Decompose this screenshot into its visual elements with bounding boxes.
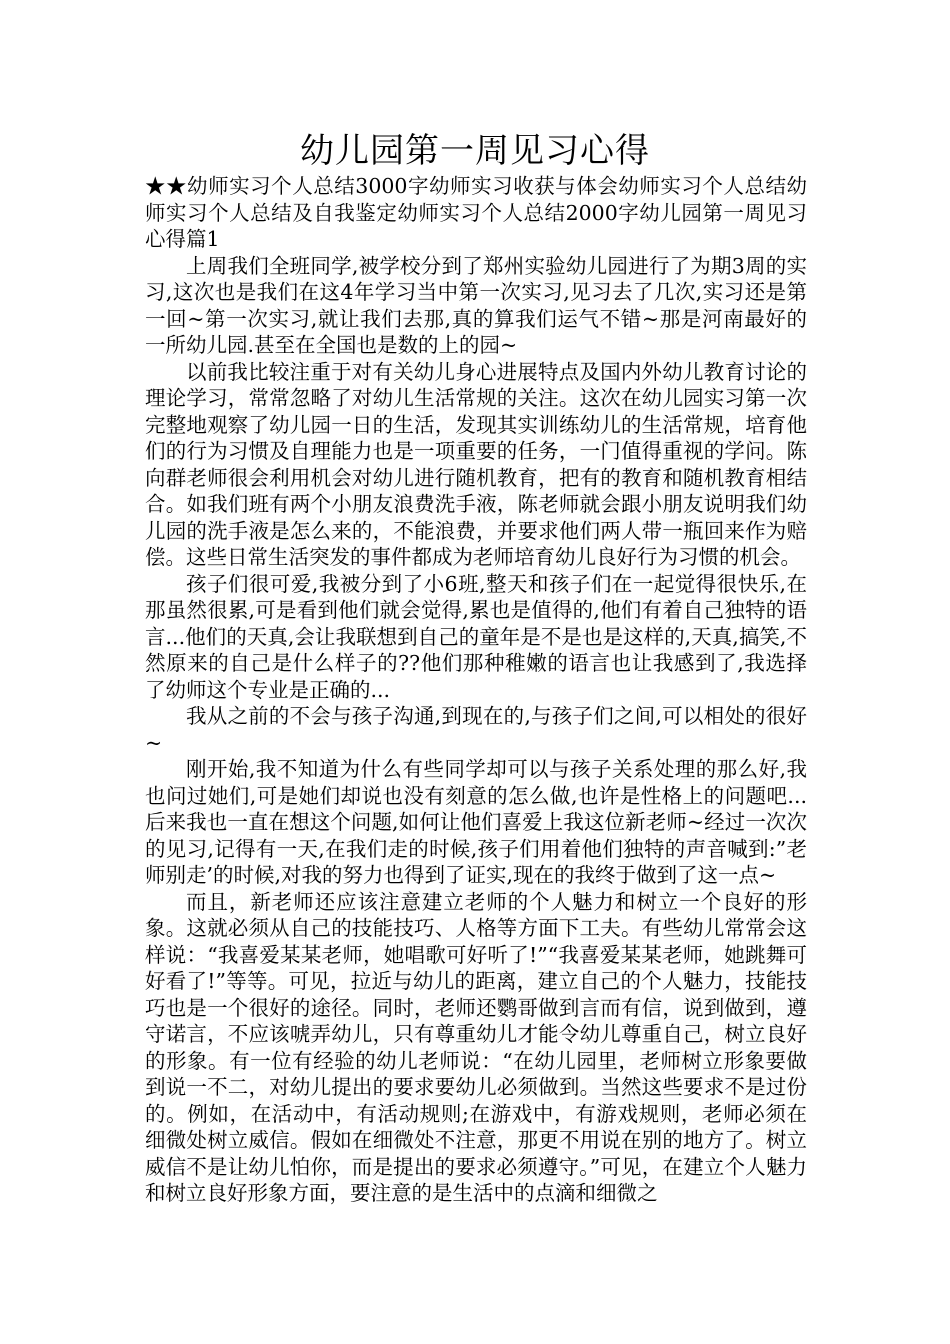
body-paragraph: 上周我们全班同学,被学校分到了郑州实验幼儿园进行了为期3周的实习,这次也是我们在这4年学习当中第一次实习,见习去了几次,实习还是第一回~第一次实习,就让我们去那,真的算我们运气不错~那是河南最好的一所幼儿园.甚至在全国也是数的上的园~ bbox=[145, 253, 807, 357]
document-body bbox=[145, 173, 807, 1207]
intro-paragraph: ★★幼师实习个人总结3000字幼师实习收获与体会幼师实习个人总结幼师实习个人总结及自我鉴定幼师实习个人总结2000字幼儿园第一周见习心得篇1 bbox=[145, 174, 807, 251]
document-title: 幼儿园第一周见习心得 bbox=[300, 131, 650, 171]
body-paragraph: 孩子们很可爱,我被分到了小6班,整天和孩子们在一起觉得很快乐,在那虽然很累,可是看到他们就会觉得,累也是值得的,他们有着自己独特的语言...他们的天真,会让我联想到自己的童年是不是也是这样的,天真,搞笑,不然原来的自己是什么样子的??他们那种稚嫩的语言也让我感到了,我选择了幼师这个专业是正确的... bbox=[145, 571, 807, 702]
body-paragraph: 我从之前的不会与孩子沟通,到现在的,与孩子们之间,可以相处的很好~ bbox=[145, 704, 807, 755]
body-paragraph: 而且，新老师还应该注意建立老师的个人魅力和树立一个良好的形象。这就必须从自己的技能技巧、人格等方面下工夫。有些幼儿常常会这样说：“我喜爱某某老师，她唱歌可好听了!”“我喜爱某某老师，她跳舞可好看了!”等等。可见，拉近与幼儿的距离，建立自己的个人魅力，技能技巧也是一个很好的途径。同时，老师还鹦哥做到言而有信，说到做到，遵守诺言，不应该唬弄幼儿，只有尊重幼儿才能令幼儿尊重自己，树立良好的形象。有一位有经验的幼儿老师说：“在幼儿园里，老师树立形象要做到说一不二，对幼儿提出的要求要幼儿必须做到。当然这些要求不是过份的。例如，在活动中，有活动规则;在游戏中，有游戏规则，老师必须在细微处树立威信。假如在细微处不注意，那更不用说在别的地方了。树立威信不是让幼儿怕你，而是提出的要求必须遵守。”可见，在建立个人魅力和树立良好形象方面，要注意的是生活中的点滴和细微之 bbox=[145, 889, 807, 1205]
body-paragraph: 刚开始,我不知道为什么有些同学却可以与孩子关系处理的那么好,我也问过她们,可是她们却说也没有刻意的怎么做,也许是性格上的问题吧...后来我也一直在想这个问题,如何让他们喜爱上我这位新老师~经过一次次的见习,记得有一天,在我们走的时候,孩子们用着他们独特的声音喊到:”老师别走’的时候,对我的努力也得到了证实,现在的我终于做到了这一点~ bbox=[145, 757, 807, 887]
body-paragraph: 以前我比较注重于对有关幼儿身心进展特点及国内外幼儿教育讨论的理论学习，常常忽略了对幼儿生活常规的关注。这次在幼儿园实习第一次完整地观察了幼儿园一日的生活，发现其实训练幼儿的生活常规，培育他们的行为习惯及自理能力也是一项重要的任务，一门值得重视的学问。陈向群老师很会利用机会对幼儿进行随机教育，把有的教育和随机教育相结合。如我们班有两个小朋友浪费洗手液，陈老师就会跟小朋友说明我们幼儿园的洗手液是怎么来的，不能浪费，并要求他们两人带一瓶回来作为赔偿。这些日常生活突发的事件都成为老师培育幼儿良好行为习惯的机会。 bbox=[145, 359, 807, 569]
